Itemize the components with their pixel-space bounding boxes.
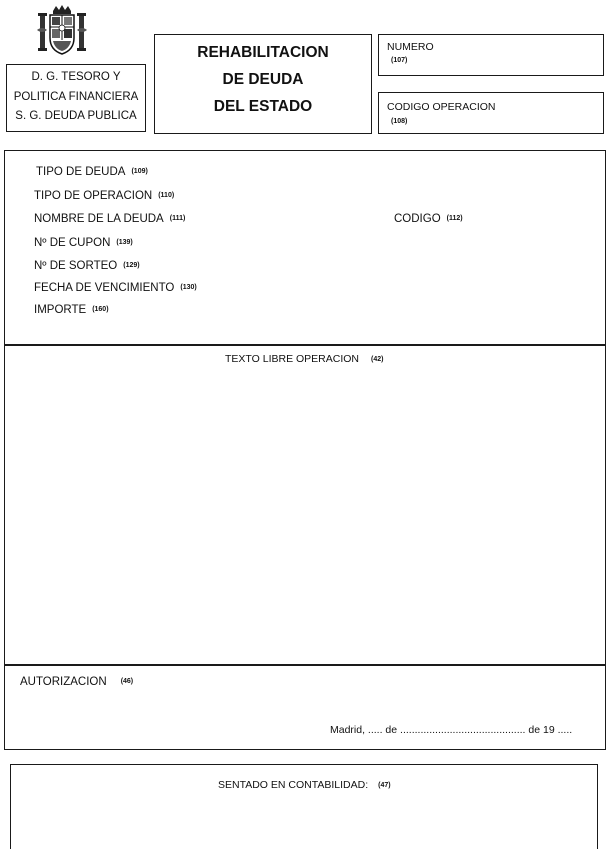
department-line-2: POLITICA FINANCIERA	[13, 91, 139, 103]
field-numero-cupon[interactable]	[34, 237, 133, 249]
field-code: (160)	[92, 306, 109, 314]
field-code: (129)	[123, 262, 140, 270]
department-box	[6, 64, 146, 132]
field-tipo-operacion[interactable]	[34, 190, 174, 202]
field-code: (139)	[116, 239, 133, 247]
autorizacion-code: (46)	[120, 678, 134, 686]
sentado-heading	[218, 779, 391, 791]
texto-libre-heading	[225, 353, 383, 365]
field-label: NOMBRE DE LA DEUDA	[34, 213, 164, 225]
field-label: TIPO DE DEUDA	[36, 166, 126, 178]
codigo-operacion-box[interactable]	[378, 92, 604, 134]
sentado-label: SENTADO EN CONTABILIDAD:	[218, 779, 369, 791]
date-line[interactable]: Madrid, ..... de ........................................... de 19 .....	[330, 724, 573, 736]
field-codigo[interactable]	[394, 213, 463, 225]
numero-code: (107)	[391, 57, 408, 64]
field-label: IMPORTE	[34, 304, 87, 316]
field-fecha-vencimiento[interactable]	[34, 282, 197, 294]
department-line-1: D. G. TESORO Y	[31, 71, 121, 83]
field-numero-sorteo[interactable]	[34, 260, 140, 272]
title-line-3: DEL ESTADO	[213, 98, 313, 115]
title-box	[154, 34, 372, 134]
field-label: TIPO DE OPERACION	[34, 190, 153, 202]
coat-of-arms-emblem	[36, 4, 88, 56]
texto-libre-area[interactable]	[8, 372, 602, 660]
autorizacion-heading	[20, 676, 133, 688]
numero-label: NUMERO	[387, 41, 434, 53]
field-label: Nº DE SORTEO	[34, 260, 118, 272]
field-label: CODIGO	[394, 213, 441, 225]
field-importe[interactable]	[34, 304, 109, 316]
field-label: Nº DE CUPON	[34, 237, 111, 249]
numero-box[interactable]	[378, 34, 604, 76]
divider-fields-text	[4, 344, 606, 346]
field-tipo-deuda[interactable]	[36, 166, 148, 178]
texto-libre-label: TEXTO LIBRE OPERACION	[225, 353, 360, 365]
field-label: FECHA DE VENCIMIENTO	[34, 282, 175, 294]
title-line-2: DE DEUDA	[222, 71, 304, 88]
field-code: (110)	[158, 192, 175, 200]
sentado-box	[10, 764, 598, 849]
field-nombre-deuda[interactable]	[34, 213, 185, 225]
codigo-operacion-label: CODIGO OPERACION	[387, 101, 496, 113]
field-code: (112)	[446, 215, 463, 223]
divider-text-autorizacion	[4, 664, 606, 666]
texto-libre-code: (42)	[371, 355, 384, 363]
field-code: (111)	[169, 215, 186, 223]
field-code: (130)	[180, 284, 197, 292]
title-line-1: REHABILITACION	[197, 44, 329, 61]
field-code: (109)	[131, 168, 148, 176]
department-line-3: S. G. DEUDA PUBLICA	[15, 110, 137, 122]
sentado-code: (47)	[378, 781, 391, 789]
codigo-operacion-code: (108)	[391, 118, 408, 125]
autorizacion-label: AUTORIZACION	[20, 676, 107, 688]
